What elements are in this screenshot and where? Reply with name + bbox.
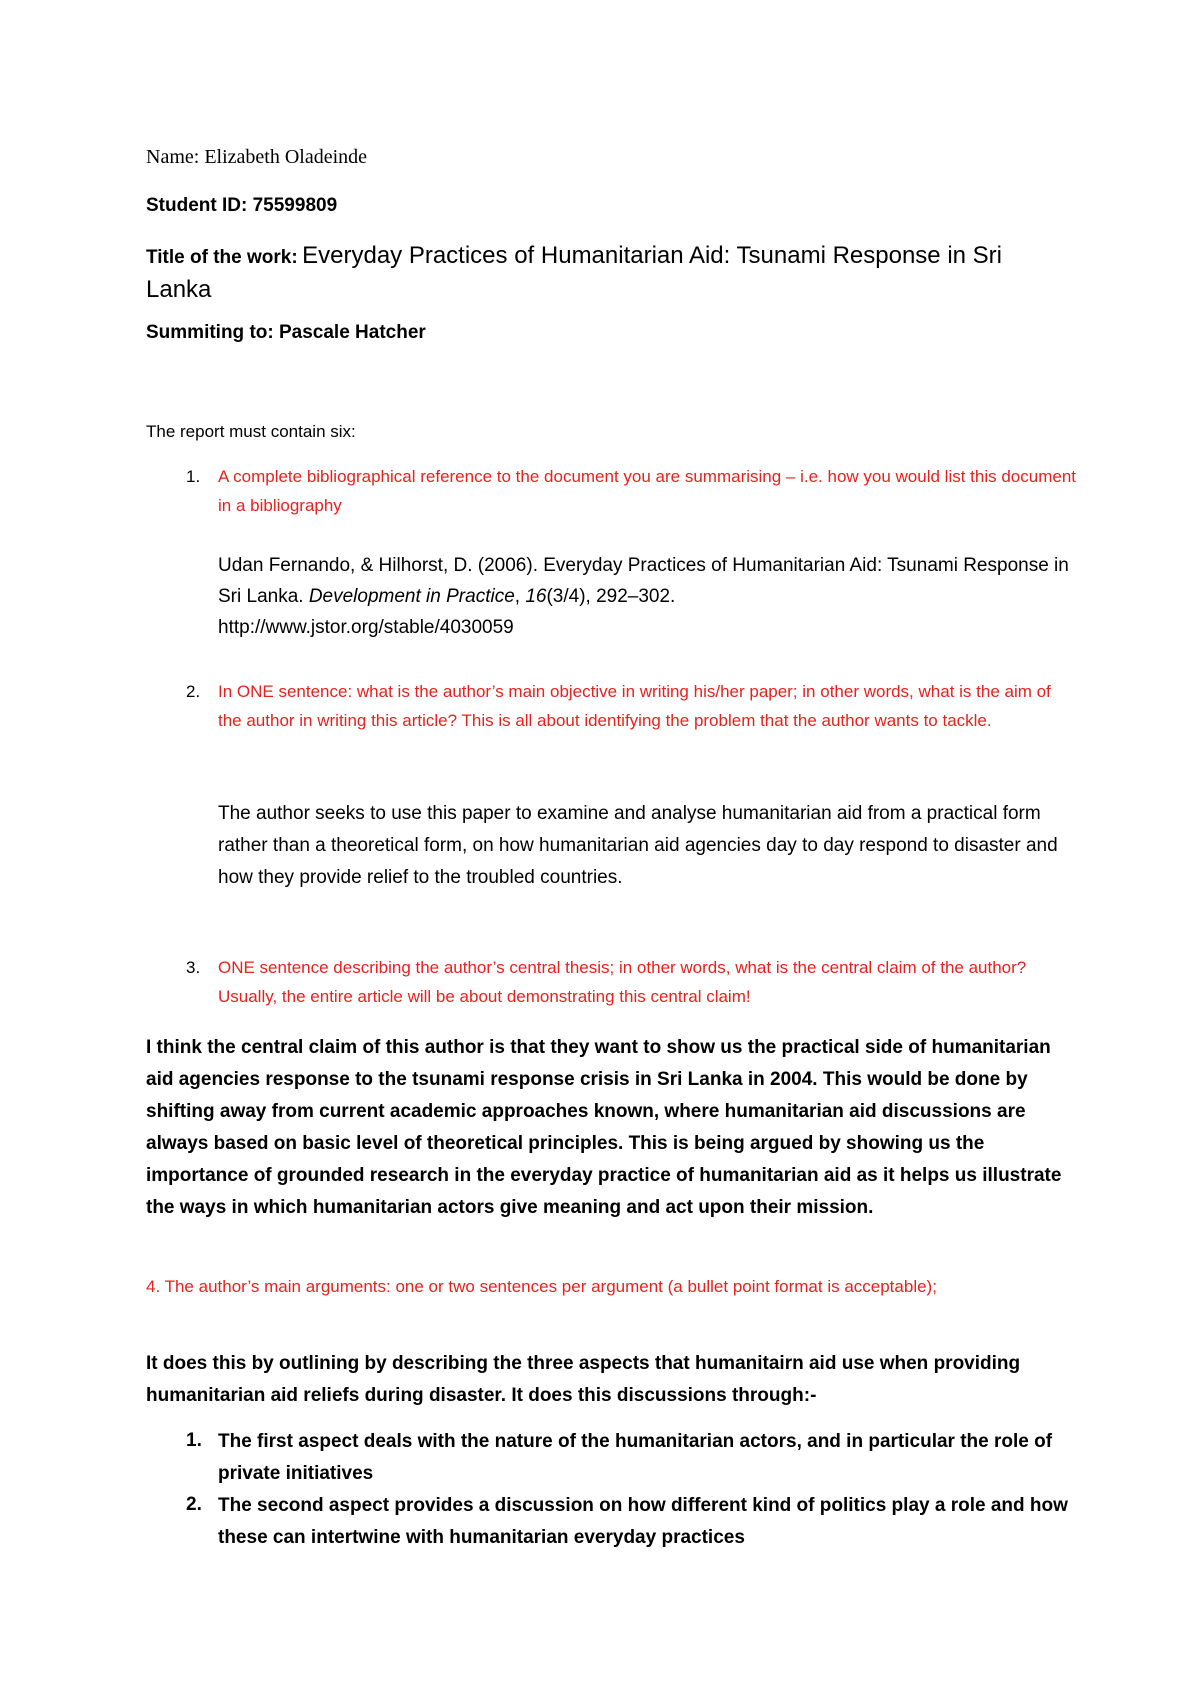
q4-item-2-number: 2. bbox=[186, 1494, 202, 1515]
reference-url: http://www.jstor.org/stable/4030059 bbox=[218, 617, 514, 638]
q4-item-2-text: The second aspect provides a discussion on how different kind of politics play a role and how these can intertwine with humanitarian everyday practices bbox=[218, 1495, 1068, 1548]
q3-answer: I think the central claim of this author is that they want to show us the practical side of humanitarian aid agencies response to the tsunami response crisis in Sri Lanka in 2004. This would be done by shifting away from current academic approaches known, where humanitarian aid discussions are always based on basic level of theoretical principles. This is being argued by showing us the importance of grounded research in the everyday practice of humanitarian aid as it helps us illustrate the ways in which humanitarian actors give meaning and act upon their mission. bbox=[146, 1037, 1062, 1218]
q4-item-1-number: 1. bbox=[186, 1430, 202, 1451]
q1-number: 1. bbox=[186, 467, 201, 486]
q4-item-1-text: The first aspect deals with the nature of the humanitarian actors, and in particular the role of private initiatives bbox=[218, 1431, 1053, 1484]
submit-label: Summiting to: bbox=[146, 322, 274, 343]
submit-value: Pascale Hatcher bbox=[278, 322, 426, 343]
reference-authors: Udan Fernando, & Hilhorst, D. (2006). Everyday Practices of Humanitarian Aid: Tsunami Response in Sri Lanka. bbox=[218, 555, 1069, 607]
q3-prompt: ONE sentence describing the author’s central thesis; in other words, what is the central claim of the author? Usually, the entire article will be about demonstrating this central claim! bbox=[218, 958, 1027, 1006]
q2-prompt: In ONE sentence: what is the author’s main objective in writing his/her paper; in other words, what is the aim of the author in writing this article? This is all about identifying the problem that the author wants to tackle. bbox=[218, 682, 1051, 730]
intro-text: The report must contain six: bbox=[146, 422, 356, 441]
title-line bbox=[146, 240, 1066, 308]
name-value: Elizabeth Oladeinde bbox=[204, 146, 368, 168]
q4-prompt: 4. The author’s main arguments: one or two sentences per argument (a bullet point format is acceptable); bbox=[146, 1277, 937, 1296]
q1-prompt: A complete bibliographical reference to the document you are summarising – i.e. how you would list this document in a bibliography bbox=[218, 467, 1077, 515]
q3-number: 3. bbox=[186, 958, 201, 977]
reference-journal: Development in Practice bbox=[308, 586, 515, 607]
reference-pages: (3/4), 292–302. bbox=[546, 586, 676, 607]
q2-number: 2. bbox=[186, 682, 201, 701]
name-line bbox=[146, 146, 1066, 169]
title-value: Everyday Practices of Humanitarian Aid: Tsunami Response in Sri Lanka bbox=[146, 242, 1003, 303]
student-id-line bbox=[146, 195, 1066, 217]
q1-reference: Udan Fernando, & Hilhorst, D. (2006). Everyday Practices of Humanitarian Aid: Tsunami Response in Sri Lanka. Development in Practice, 16(3/4), 292–302. http://www.jstor.org/stable/4030059 bbox=[218, 555, 1069, 638]
name-label: Name: bbox=[146, 146, 200, 168]
submit-line bbox=[146, 322, 1066, 344]
q4-answer: It does this by outlining by describing the three aspects that humanitairn aid use when providing humanitarian aid reliefs during disaster. It does this discussions through:- bbox=[146, 1353, 1021, 1406]
reference-volume: 16 bbox=[525, 586, 547, 607]
student-id-value: 75599809 bbox=[252, 195, 338, 216]
q2-answer: The author seeks to use this paper to examine and analyse humanitarian aid from a practical form rather than a theoretical form, on how humanitarian aid agencies day to day respond to disaster and how they provide relief to the troubled countries. bbox=[218, 803, 1058, 888]
student-id-label: Student ID: bbox=[146, 195, 248, 216]
title-label: Title of the work: bbox=[146, 247, 298, 268]
